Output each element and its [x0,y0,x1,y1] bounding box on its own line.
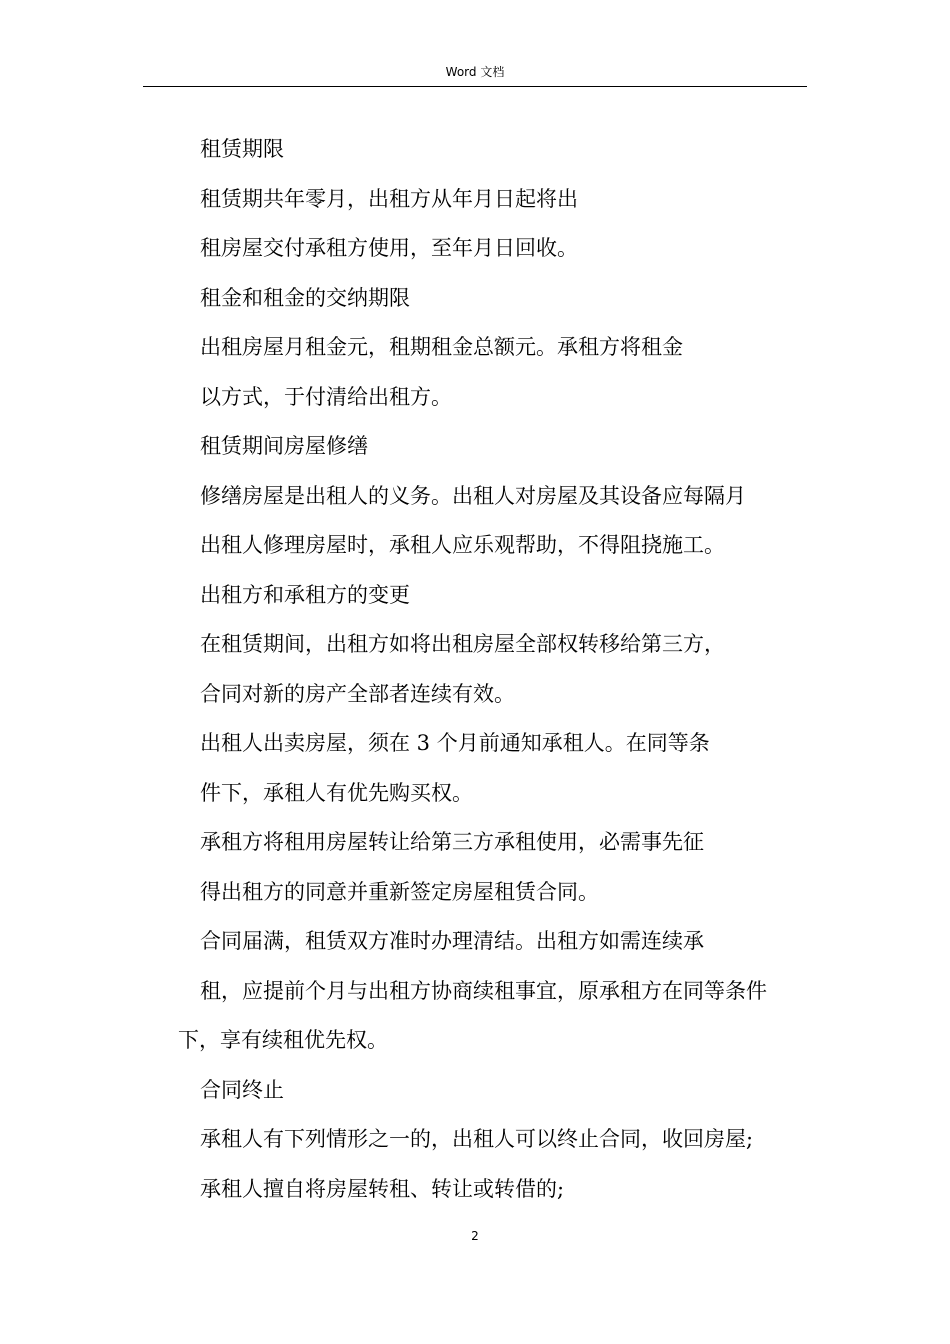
text-line: 承租人擅自将房屋转租、转让或转借的; [200,1176,565,1201]
text-line: 得出租方的同意并重新签定房屋租赁合同。 [200,879,599,904]
text-line: 出租房屋月租金元，租期租金总额元。承租方将租金 [200,335,683,359]
text-line: 出租人出卖房屋，须在 3 个月前通知承租人。在同等条 [200,731,710,755]
text-line: 合同对新的房产全部者连续有效。 [200,681,515,706]
text-line: 以方式，于付清给出租方。 [200,384,452,409]
header-divider [143,86,807,87]
text-line: 租，应提前个月与出租方协商续租事宜，原承租方在同等条件 [200,978,767,1003]
text-line: 合同届满，租赁双方准时办理清结。出租方如需连续承 [200,929,704,953]
section-heading-termination: 合同终止 [200,1077,284,1102]
text-line: 租房屋交付承租方使用，至年月日回收。 [200,236,578,260]
text-line: 承租人有下列情形之一的，出租人可以终止合同，收回房屋; [200,1127,754,1151]
text-line: 件下，承租人有优先购买权。 [200,780,473,805]
text-line: 承租方将租用房屋转让给第三方承租使用，必需事先征 [200,830,704,854]
text-line: 修缮房屋是出租人的义务。出租人对房屋及其设备应每隔月 [200,483,746,508]
document-body [0,125,950,1214]
section-heading-lease-term: 租赁期限 [200,137,284,161]
text-line: 租赁期共年零月，出租方从年月日起将出 [200,186,578,211]
section-heading-repairs: 租赁期间房屋修缮 [200,434,368,458]
text-line: 在租赁期间，出租方如将出租房屋全部权转移给第三方， [200,632,725,656]
page-header-title: Word 文档 [445,65,505,79]
text-line: 出租人修理房屋时，承租人应乐观帮助，不得阻挠施工。 [200,533,725,557]
section-heading-rent: 租金和租金的交纳期限 [200,285,410,310]
section-heading-changes: 出租方和承租方的变更 [200,582,410,607]
page-number: 2 [471,1229,479,1243]
text-line: 下，享有续租优先权。 [178,1028,388,1052]
